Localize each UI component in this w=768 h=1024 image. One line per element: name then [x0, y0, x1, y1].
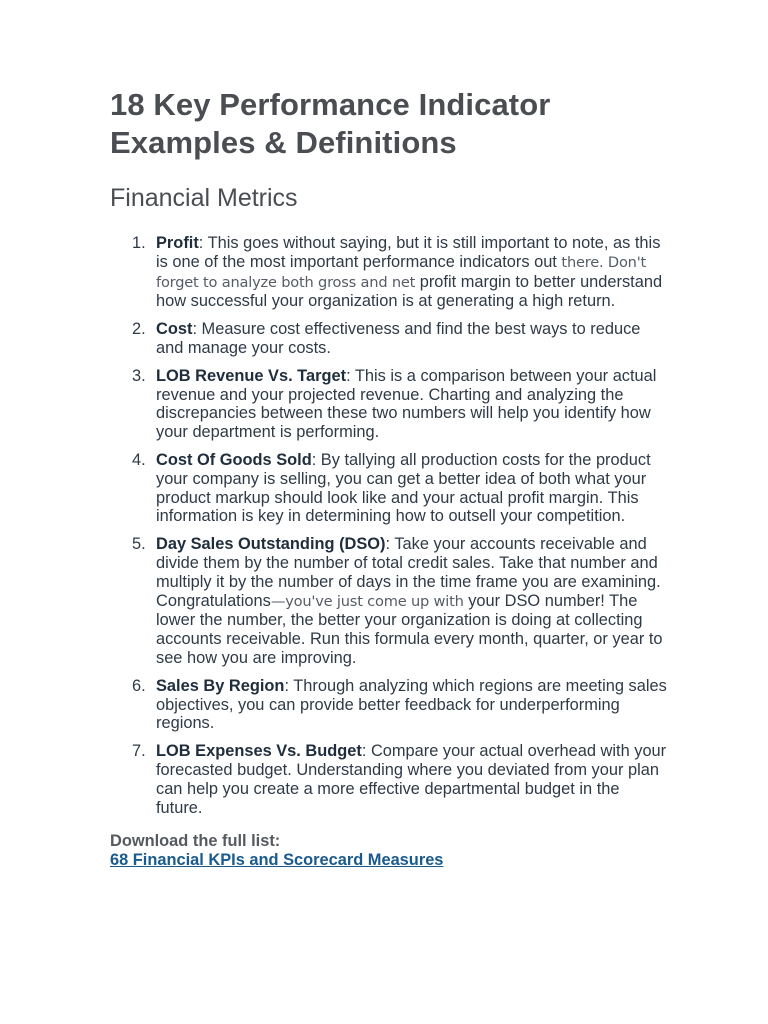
- kpi-description-light: —you've just come up with: [270, 592, 464, 610]
- document-page: [110, 86, 670, 870]
- kpi-description-light: there. Don't forget to analyze both gross and net: [156, 253, 647, 291]
- list-number: 3.: [132, 366, 146, 385]
- kpi-description: : Take your accounts receivable and divide them by the number of total credit sales. Take that number and multiply it by the number of days in the time frame you are examining. Congratulations: [156, 535, 661, 610]
- list-number: 5.: [132, 535, 146, 554]
- kpi-description: : This goes without saying, but it is still important to note, as this is one of the most important performance indicators out: [156, 234, 661, 271]
- kpi-term: Cost: [156, 320, 193, 339]
- list-number: 2.: [132, 320, 146, 339]
- kpi-term: Profit: [156, 234, 199, 252]
- kpi-description: : This is a comparison between your actual revenue and your projected revenue. Charting and analyzing the discrepancies between these two numbers will help you identify how your department is performing.: [156, 366, 657, 442]
- download-label: Download the full list:: [110, 832, 281, 851]
- list-number: 4.: [132, 450, 146, 469]
- kpi-item-cogs: [110, 451, 670, 526]
- kpi-description: : Measure cost effectiveness and find the best ways to reduce and manage your costs.: [156, 320, 641, 357]
- list-number: 7.: [132, 742, 146, 761]
- download-section: [110, 832, 670, 870]
- page-title: [110, 86, 670, 162]
- kpi-term: Day Sales Outstanding (DSO): [156, 535, 386, 554]
- kpi-item-lob-revenue: [110, 367, 670, 442]
- list-number: 1.: [132, 234, 146, 252]
- kpi-term: LOB Revenue Vs. Target: [156, 366, 347, 385]
- page-title-line-1: 18 Key Performance Indicator: [110, 87, 551, 122]
- kpi-item-profit: [110, 234, 670, 311]
- kpi-term: Sales By Region: [156, 676, 285, 695]
- download-link[interactable]: 68 Financial KPIs and Scorecard Measures: [110, 851, 444, 870]
- kpi-description-cont: profit margin to better understand how successful your organization is at generating a high return.: [156, 272, 663, 311]
- kpi-item-dso: [110, 535, 670, 668]
- kpi-term: Cost Of Goods Sold: [156, 450, 312, 469]
- kpi-item-lob-expenses: [110, 742, 670, 817]
- kpi-item-sales-by-region: [110, 677, 670, 733]
- kpi-term: LOB Expenses Vs. Budget: [156, 742, 362, 761]
- section-heading: Financial Metrics: [110, 184, 298, 212]
- kpi-description: : By tallying all production costs for the product your company is selling, you can get a better idea of both what your product markup should look like and your actual profit margin. This information is key in determining how to outsell your competition.: [156, 450, 651, 526]
- kpi-item-cost: [110, 320, 670, 358]
- kpi-description: : Through analyzing which regions are meeting sales objectives, you can provide better feedback for underperforming regions.: [156, 676, 667, 733]
- page-title-line-2: Examples & Definitions: [110, 125, 457, 160]
- kpi-description: : Compare your actual overhead with your forecasted budget. Understanding where you deviated from your plan can help you create a more effective departmental budget in the future.: [156, 742, 667, 817]
- kpi-list: [110, 234, 670, 817]
- kpi-description-cont: your DSO number! The lower the number, the better your organization is doing at collecting accounts receivable. Run this formula every month, quarter, or year to see how you are improving.: [156, 591, 663, 667]
- list-number: 6.: [132, 676, 146, 695]
